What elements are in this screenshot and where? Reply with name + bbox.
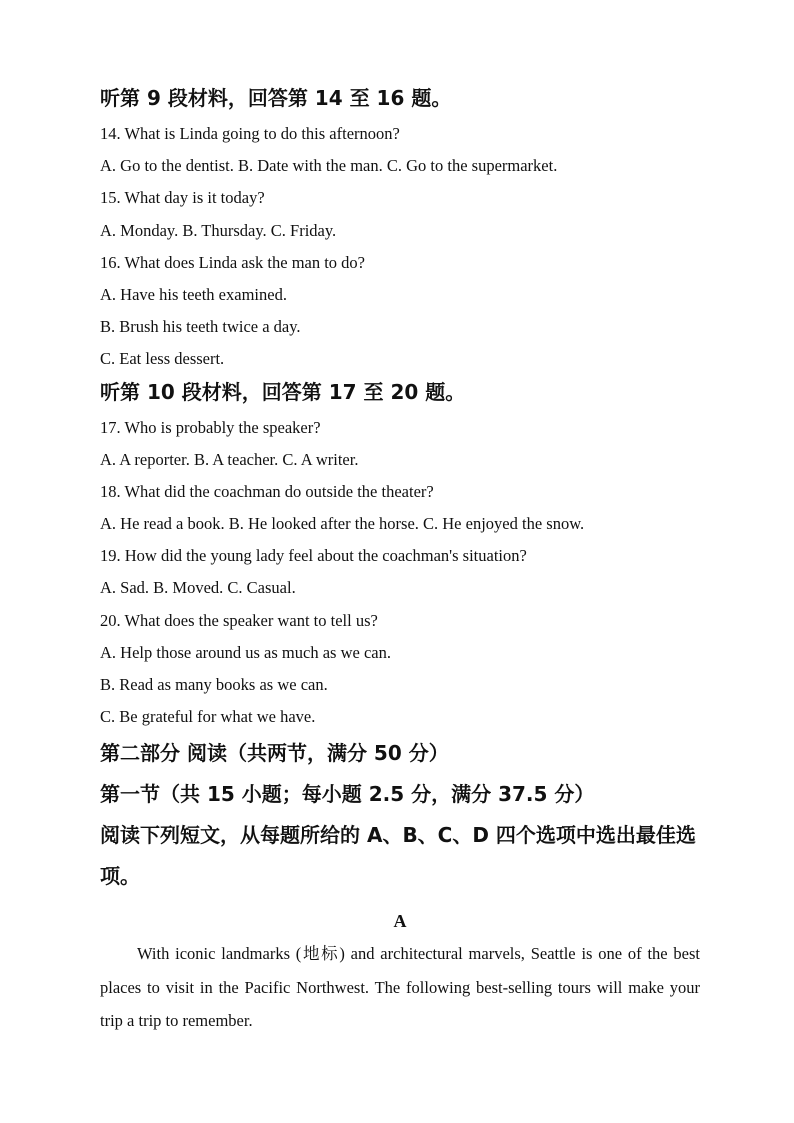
question-20-option-c: C. Be grateful for what we have.: [100, 707, 316, 727]
part-2-section-1-title: 第一节（共 15 小题；每小题 2.5 分，满分 37.5 分）: [100, 782, 595, 807]
question-20: 20. What does the speaker want to tell us?: [100, 610, 378, 630]
reading-instruction: 阅读下列短文，从每题所给的 A、B、C、D 四个选项中选出最佳选项。: [100, 823, 696, 889]
passage-a-paragraph: With iconic landmarks (地标) and architectural marvels, Seattle is one of the best places to visit in the Pacific Northwest. The following best-selling tours will make your trip a trip to remember.: [100, 944, 700, 1031]
passage-a-label: A: [393, 911, 407, 932]
question-19: 19. How did the young lady feel about the coachman's situation?: [100, 546, 527, 566]
question-18-options: A. He read a book. B. He looked after the horse. C. He enjoyed the snow.: [100, 514, 585, 534]
question-16-option-c: C. Eat less dessert.: [100, 349, 225, 369]
question-16: 16. What does Linda ask the man to do?: [100, 252, 366, 272]
section-10-heading: 听第 10 段材料，回答第 17 至 20 题。: [100, 379, 466, 404]
question-20-option-a: A. Help those around us as much as we can.: [100, 642, 391, 662]
exam-page: [100, 82, 700, 1038]
section-9-heading: 听第 9 段材料，回答第 14 至 16 题。: [100, 86, 452, 110]
part-2-title: 第二部分 阅读（共两节，满分 50 分）: [100, 741, 449, 766]
question-17: 17. Who is probably the speaker?: [100, 417, 321, 437]
question-18: 18. What did the coachman do outside the theater?: [100, 481, 434, 501]
question-16-option-b: B. Brush his teeth twice a day.: [100, 317, 301, 337]
question-15-options: A. Monday. B. Thursday. C. Friday.: [100, 220, 337, 240]
question-15: 15. What day is it today?: [100, 188, 265, 208]
question-16-option-a: A. Have his teeth examined.: [100, 284, 287, 304]
question-20-option-b: B. Read as many books as we can.: [100, 675, 328, 694]
question-14-options: A. Go to the dentist. B. Date with the man. C. Go to the supermarket.: [100, 156, 558, 176]
question-14: 14. What is Linda going to do this afternoon?: [100, 124, 400, 143]
question-19-options: A. Sad. B. Moved. C. Casual.: [100, 578, 296, 598]
question-17-options: A. A reporter. B. A teacher. C. A writer.: [100, 449, 359, 469]
